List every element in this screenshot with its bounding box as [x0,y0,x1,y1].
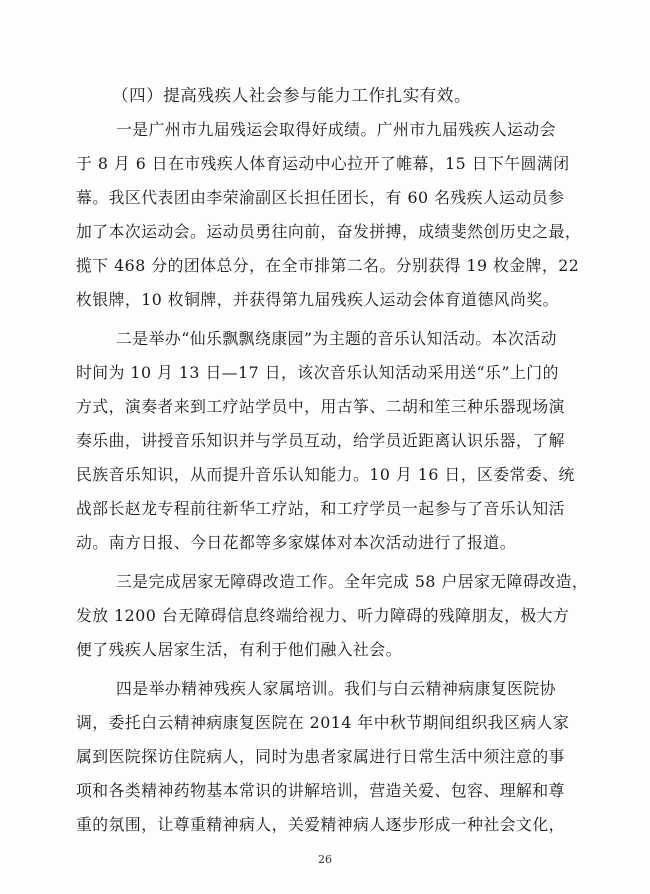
paragraph-1-line-5: 揽下 468 分的团体总分，在全市排第二名。分别获得 19 枚金牌，22 [76,256,580,275]
paragraph-2-line-2: 时间为 10 月 13 日—17 日，该次音乐认知活动采用送“乐”上门的 [76,363,559,382]
paragraph-2-line-7: 动。南方日报、今日花都等多家媒体对本次活动进行了报道。 [76,533,517,552]
paragraph-4-line-1: 四是举办精神残疾人家属培训。我们与白云精神病康复医院协 [116,679,557,698]
paragraph-2-line-4: 奏乐曲，讲授音乐知识并与学员互动，给学员近距离认识乐器，了解 [76,431,565,450]
paragraph-4-line-5: 重的氛围，让尊重精神病人，关爱精神病人逐步形成一种社会文化， [76,815,565,834]
paragraph-1-line-4: 加了本次运动会。运动员勇往向前，奋发拼搏，成绩斐然创历史之最， [76,222,582,241]
paragraph-1-line-1: 一是广州市九届残运会取得好成绩。广州市九届残疾人运动会 [116,120,557,139]
paragraph-2-line-5: 民族音乐知识，从而提升音乐认知能力。10 月 16 日，区委常委、统 [76,465,575,484]
paragraph-1-line-3: 幕。我区代表团由李荣渝副区长担任团长，有 60 名残疾人运动员参 [76,188,565,207]
paragraph-4-line-2: 调，委托白云精神病康复医院在 2014 年中秋节期间组织我区病人家 [76,713,570,732]
paragraph-2-line-3: 方式，演奏者来到工疗站学员中，用古筝、二胡和笙三种乐器现场演 [76,397,565,416]
page-number: 26 [318,853,332,866]
paragraph-2-line-1: 二是举办“仙乐飘飘绕康园”为主题的音乐认知活动。本次活动 [116,329,557,348]
paragraph-1-line-2: 于 8 月 6 日在市残疾人体育运动中心拉开了帷幕，15 日下午圆满闭 [76,154,570,173]
section-heading: （四）提高残疾人社会参与能力工作扎实有效。 [112,86,472,105]
paragraph-3-line-3: 便了残疾人居家生活，有利于他们融入社会。 [76,640,402,659]
paragraph-1-line-6: 枚银牌，10 枚铜牌，并获得第九届残疾人运动会体育道德风尚奖。 [76,290,559,309]
paragraph-2-line-6: 战部长赵龙专程前往新华工疗站，和工疗学员一起参与了音乐认知活 [76,499,565,518]
paragraph-4-line-3: 属到医院探访住院病人，同时为患者家属进行日常生活中须注意的事 [76,747,565,766]
paragraph-4-line-4: 项和各类精神药物基本常识的讲解培训，营造关爱、包容、理解和尊 [76,781,565,800]
paragraph-3-line-2: 发放 1200 台无障碍信息终端给视力、听力障碍的残障朋友，极大方 [76,606,570,625]
paragraph-3-line-1: 三是完成居家无障碍改造工作。全年完成 58 户居家无障碍改造， [116,572,589,591]
